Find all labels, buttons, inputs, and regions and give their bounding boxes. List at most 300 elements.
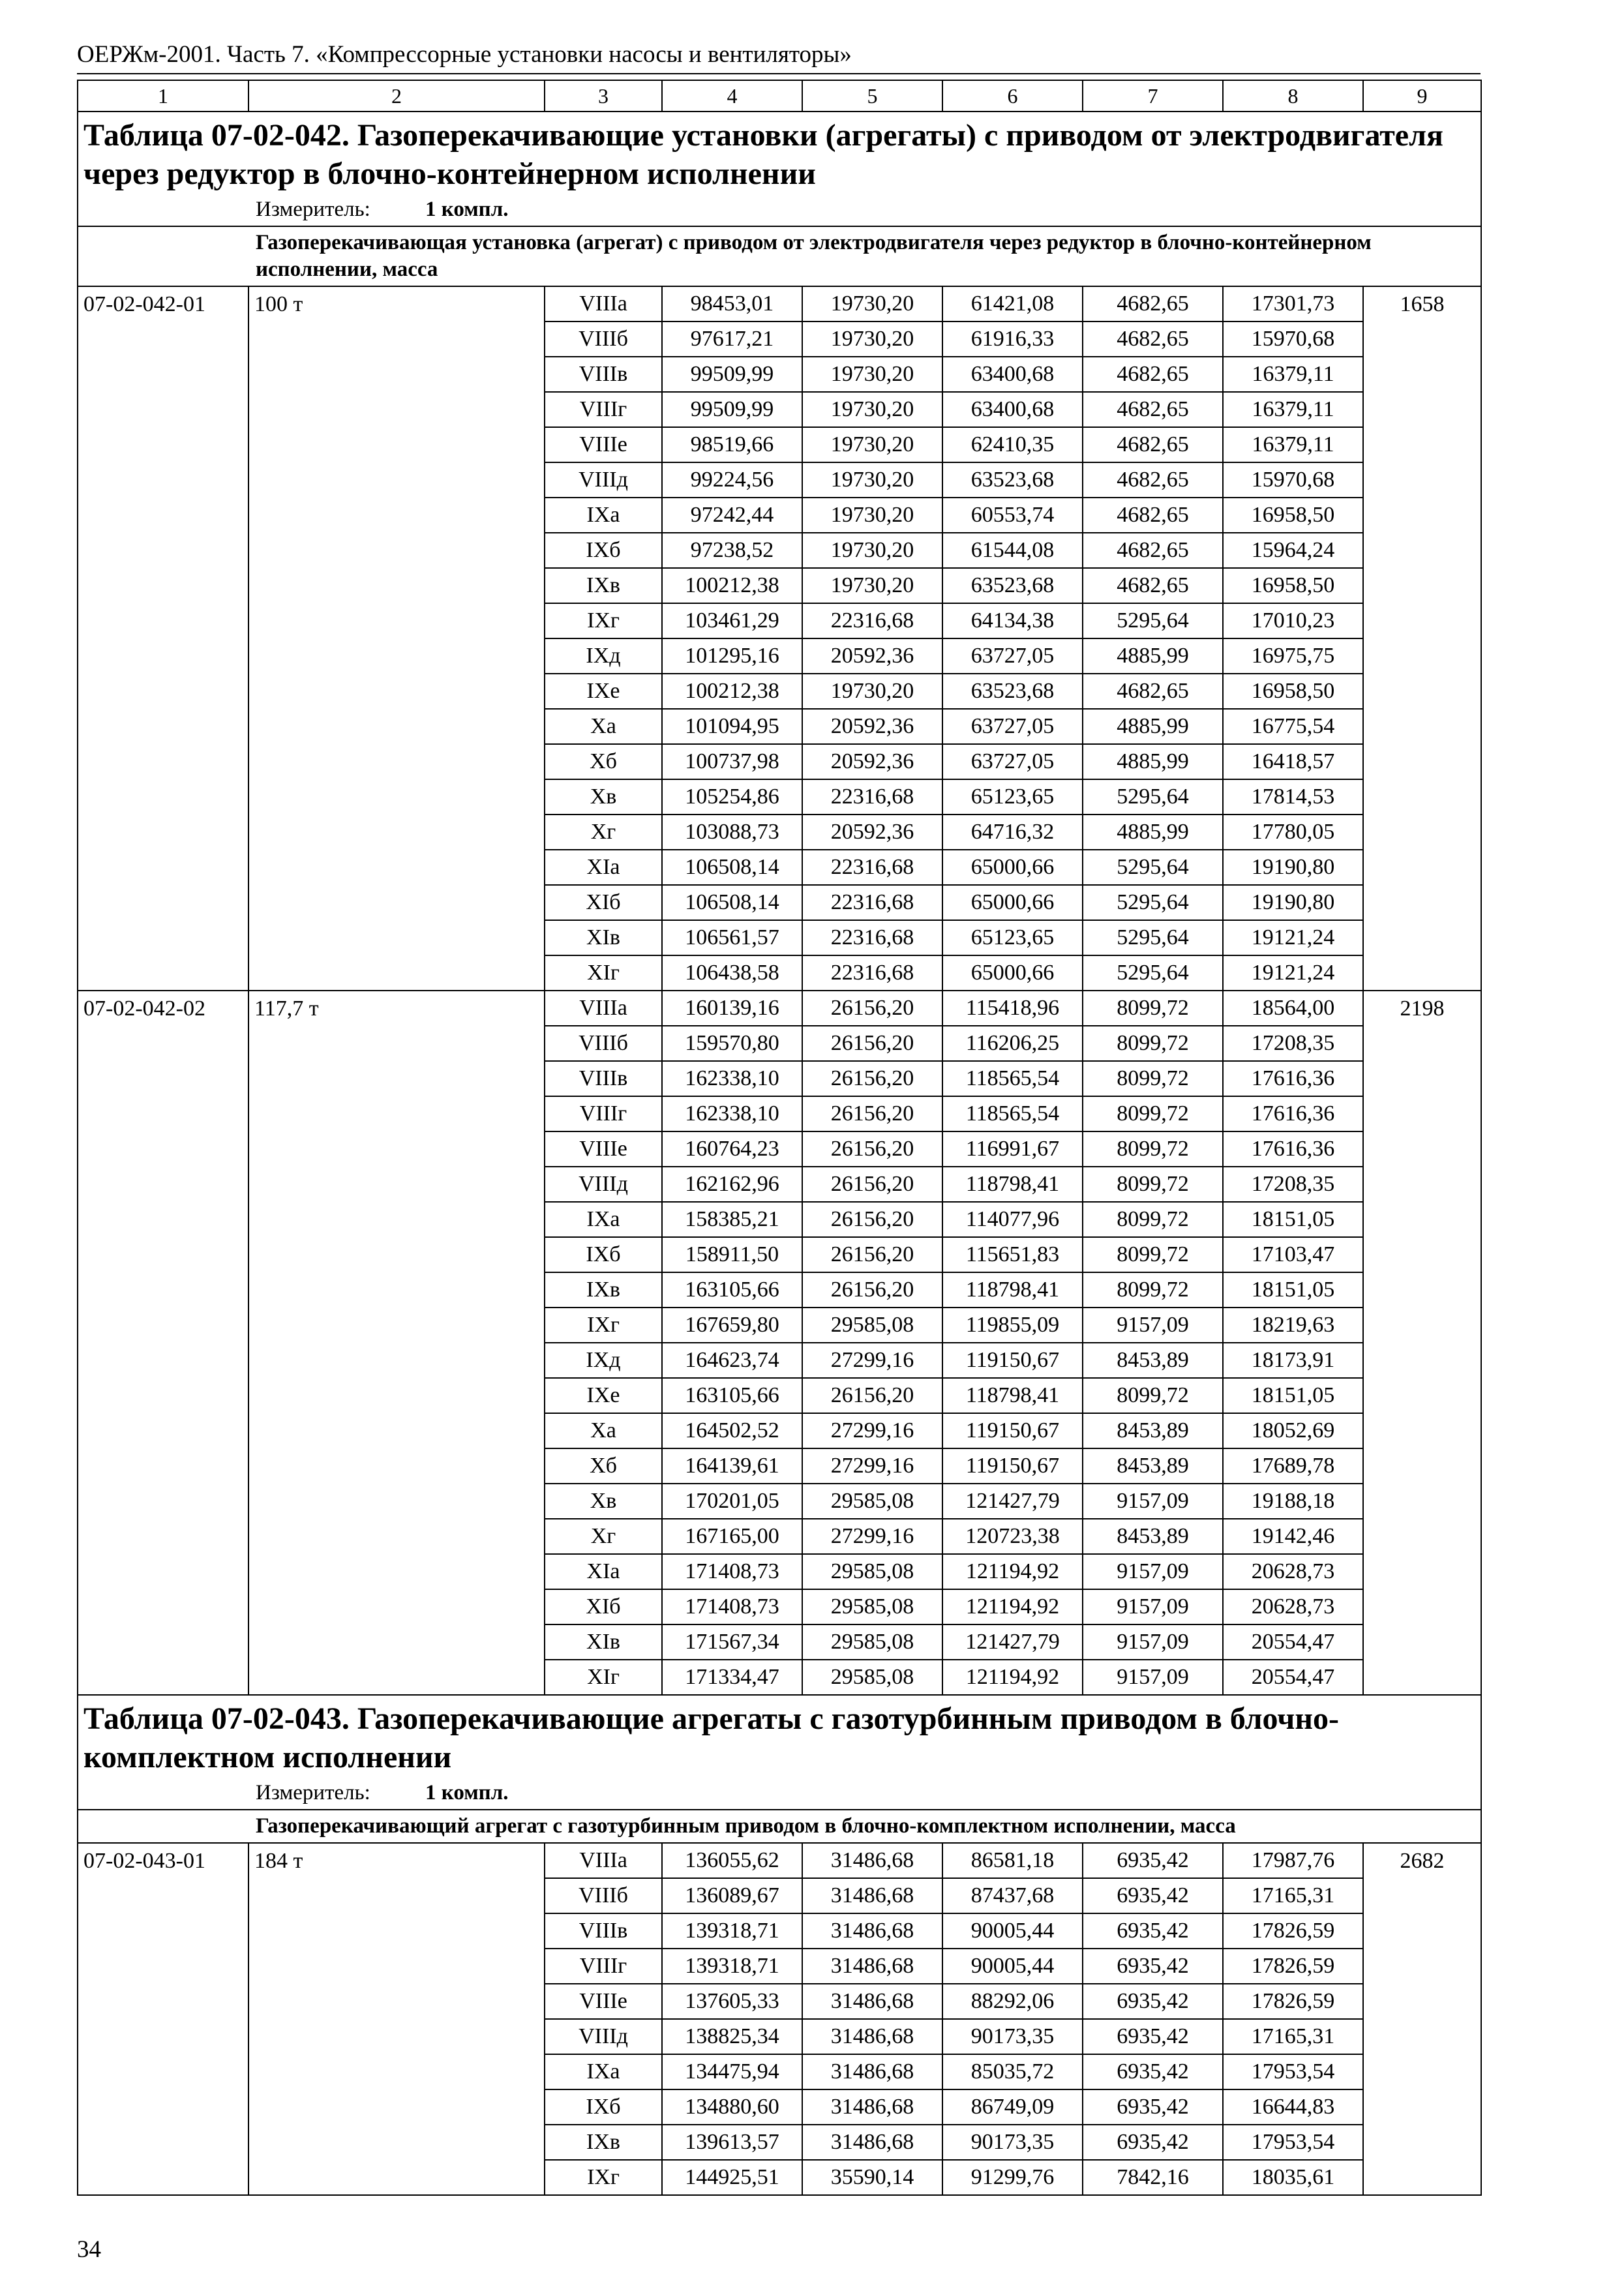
rate-code [78,392,248,427]
cost-value: 29585,08 [802,1624,942,1660]
cost-value: 27299,16 [802,1519,942,1554]
cost-value: 60553,74 [942,498,1083,533]
cost-value: 115651,83 [942,1237,1083,1272]
mass-value: 117,7 т [248,991,545,1026]
table-row [78,638,1481,674]
cost-value: 26156,20 [802,1096,942,1131]
cost-value: 65123,65 [942,920,1083,955]
resource-code [1363,815,1481,850]
cost-value: 17987,76 [1223,1843,1363,1878]
region-category: VIIIд [545,1167,662,1202]
region-category: IXв [545,1272,662,1308]
cost-value: 63727,05 [942,709,1083,744]
rate-code [78,2160,248,2195]
cost-value: 121427,79 [942,1484,1083,1519]
table-row [78,1554,1481,1589]
cost-value: 4885,99 [1083,744,1223,779]
cost-value: 171408,73 [662,1554,802,1589]
cost-value: 4682,65 [1083,674,1223,709]
mass-value [248,1484,545,1519]
cost-value: 121194,92 [942,1554,1083,1589]
cost-value: 17301,73 [1223,286,1363,322]
mass-value [248,603,545,638]
cost-value: 167659,80 [662,1308,802,1343]
resource-code [1363,1624,1481,1660]
rate-code [78,1949,248,1984]
rate-code: 07-02-042-02 [78,991,248,1026]
cost-value: 6935,42 [1083,2089,1223,2125]
cost-value: 119150,67 [942,1413,1083,1448]
cost-value: 8453,89 [1083,1519,1223,1554]
cost-value: 16958,50 [1223,498,1363,533]
rate-code [78,1378,248,1413]
table-row [78,991,1481,1026]
cost-value: 103088,73 [662,815,802,850]
cost-value: 171334,47 [662,1660,802,1695]
mass-value [248,1984,545,2019]
column-number: 4 [662,80,802,112]
cost-value: 16958,50 [1223,674,1363,709]
cost-value: 9157,09 [1083,1554,1223,1589]
table-title: Таблица 07-02-042. Газоперекачивающие установки (агрегаты) с приводом от электродвигателя через редуктор в блочно-контейнерном исполнении [78,112,1481,193]
mass-value [248,885,545,920]
region-category: Xг [545,1519,662,1554]
table-title-row [78,1695,1481,1776]
cost-value: 101094,95 [662,709,802,744]
mass-value: 184 т [248,1843,545,1878]
cost-value: 121194,92 [942,1589,1083,1624]
mass-value: 100 т [248,286,545,322]
resource-code [1363,1272,1481,1308]
region-category: VIIIв [545,357,662,392]
cost-value: 19190,80 [1223,850,1363,885]
cost-value: 16418,57 [1223,744,1363,779]
table-row [78,1660,1481,1695]
table-row [78,779,1481,815]
cost-value: 31486,68 [802,1913,942,1949]
cost-value: 31486,68 [802,2019,942,2054]
table-row [78,885,1481,920]
resource-code [1363,1167,1481,1202]
cost-value: 8453,89 [1083,1413,1223,1448]
cost-value: 90005,44 [942,1949,1083,1984]
cost-value: 17165,31 [1223,2019,1363,2054]
table-row [78,1237,1481,1272]
cost-value: 6935,42 [1083,1843,1223,1878]
cost-value: 63523,68 [942,674,1083,709]
mass-value [248,1554,545,1589]
resource-code [1363,2054,1481,2089]
cost-value: 16379,11 [1223,427,1363,462]
resource-code [1363,2160,1481,2195]
cost-value: 17616,36 [1223,1131,1363,1167]
cost-value: 26156,20 [802,1061,942,1096]
group-title: Газоперекачивающая установка (агрегат) с приводом от электродвигателя через редуктор в блочно-контейнерном исполнении, масса [78,226,1481,286]
mass-value [248,498,545,533]
table-row [78,1519,1481,1554]
cost-value: 162162,96 [662,1167,802,1202]
resource-code [1363,1131,1481,1167]
resource-code [1363,357,1481,392]
measure-row [78,193,1481,226]
rate-code [78,1554,248,1589]
cost-value: 31486,68 [802,2089,942,2125]
resource-code [1363,779,1481,815]
cost-value: 134475,94 [662,2054,802,2089]
cost-value: 17103,47 [1223,1237,1363,1272]
cost-value: 17780,05 [1223,815,1363,850]
table-row [78,2089,1481,2125]
region-category: IXб [545,1237,662,1272]
cost-value: 31486,68 [802,2125,942,2160]
cost-value: 63400,68 [942,392,1083,427]
cost-value: 26156,20 [802,1202,942,1237]
cost-value: 8099,72 [1083,1272,1223,1308]
rate-code [78,1413,248,1448]
cost-value: 18035,61 [1223,2160,1363,2195]
table-row [78,1484,1481,1519]
resource-code: 2198 [1363,991,1481,1026]
mass-value [248,779,545,815]
rate-code [78,2125,248,2160]
rate-code [78,1448,248,1484]
table-row [78,1624,1481,1660]
cost-value: 144925,51 [662,2160,802,2195]
cost-value: 20628,73 [1223,1554,1363,1589]
cost-value: 16644,83 [1223,2089,1363,2125]
cost-value: 114077,96 [942,1202,1083,1237]
cost-value: 17953,54 [1223,2054,1363,2089]
cost-value: 4682,65 [1083,568,1223,603]
cost-value: 6935,42 [1083,2054,1223,2089]
mass-value [248,1589,545,1624]
rate-code [78,2054,248,2089]
table-row [78,533,1481,568]
cost-value: 22316,68 [802,603,942,638]
resource-code [1363,709,1481,744]
cost-value: 136089,67 [662,1878,802,1913]
cost-value: 101295,16 [662,638,802,674]
cost-value: 64716,32 [942,815,1083,850]
resource-code [1363,1202,1481,1237]
resource-code [1363,850,1481,885]
cost-value: 4682,65 [1083,286,1223,322]
cost-value: 22316,68 [802,920,942,955]
region-category: VIIIе [545,427,662,462]
region-category: IXa [545,1202,662,1237]
cost-value: 5295,64 [1083,885,1223,920]
cost-value: 65000,66 [942,885,1083,920]
table-row [78,1878,1481,1913]
rate-code [78,1272,248,1308]
rate-code [78,603,248,638]
cost-value: 103461,29 [662,603,802,638]
measure-row [78,1776,1481,1810]
region-category: XIa [545,1554,662,1589]
region-category: VIIIд [545,2019,662,2054]
cost-value: 7842,16 [1083,2160,1223,2195]
cost-value: 118565,54 [942,1096,1083,1131]
region-category: XIг [545,1660,662,1695]
resource-code [1363,1308,1481,1343]
table-row [78,1448,1481,1484]
cost-value: 162338,10 [662,1061,802,1096]
cost-value: 100212,38 [662,674,802,709]
cost-value: 136055,62 [662,1843,802,1878]
cost-value: 4682,65 [1083,392,1223,427]
cost-value: 8099,72 [1083,991,1223,1026]
cost-value: 91299,76 [942,2160,1083,2195]
region-category: Xб [545,1448,662,1484]
cost-value: 121194,92 [942,1660,1083,1695]
table-row [78,1061,1481,1096]
cost-value: 20592,36 [802,638,942,674]
cost-value: 159570,80 [662,1026,802,1061]
cost-value: 17208,35 [1223,1167,1363,1202]
mass-value [248,744,545,779]
rate-code [78,1878,248,1913]
cost-value: 86749,09 [942,2089,1083,2125]
resource-code [1363,1484,1481,1519]
cost-value: 119150,67 [942,1448,1083,1484]
group-title: Газоперекачивающий агрегат с газотурбинным приводом в блочно-комплектном исполнении, масса [78,1810,1481,1843]
cost-value: 116206,25 [942,1026,1083,1061]
cost-value: 121427,79 [942,1624,1083,1660]
cost-value: 118798,41 [942,1167,1083,1202]
cost-value: 119855,09 [942,1308,1083,1343]
cost-value: 9157,09 [1083,1660,1223,1695]
mass-value [248,1913,545,1949]
resource-code [1363,427,1481,462]
cost-value: 4682,65 [1083,462,1223,498]
cost-value: 158911,50 [662,1237,802,1272]
mass-value [248,1413,545,1448]
cost-value: 65000,66 [942,850,1083,885]
resource-code [1363,885,1481,920]
cost-value: 18052,69 [1223,1413,1363,1448]
region-category: VIIIa [545,1843,662,1878]
rate-code [78,1519,248,1554]
cost-value: 26156,20 [802,1131,942,1167]
table-row [78,462,1481,498]
page-number: 34 [77,2236,101,2263]
cost-value: 4885,99 [1083,638,1223,674]
cost-value: 20592,36 [802,709,942,744]
resource-code [1363,1026,1481,1061]
rate-code: 07-02-043-01 [78,1843,248,1878]
cost-value: 35590,14 [802,2160,942,2195]
rates-table [77,80,1482,2196]
cost-value: 18564,00 [1223,991,1363,1026]
table-row [78,1378,1481,1413]
cost-value: 139318,71 [662,1949,802,1984]
region-category: IXг [545,1308,662,1343]
cost-value: 86581,18 [942,1843,1083,1878]
cost-value: 20554,47 [1223,1660,1363,1695]
cost-value: 19730,20 [802,674,942,709]
cost-value: 20554,47 [1223,1624,1363,1660]
region-category: VIIIб [545,1026,662,1061]
table-row [78,850,1481,885]
cost-value: 6935,42 [1083,1878,1223,1913]
table-row [78,674,1481,709]
measure-label: Измеритель: [256,1781,370,1804]
cost-value: 18151,05 [1223,1202,1363,1237]
cost-value: 63727,05 [942,744,1083,779]
cost-value: 163105,66 [662,1272,802,1308]
cost-value: 118798,41 [942,1378,1083,1413]
cost-value: 31486,68 [802,2054,942,2089]
region-category: IXa [545,498,662,533]
cost-value: 29585,08 [802,1554,942,1589]
cost-value: 16775,54 [1223,709,1363,744]
region-category: VIIIб [545,1878,662,1913]
mass-value [248,674,545,709]
cost-value: 6935,42 [1083,2019,1223,2054]
cost-value: 4682,65 [1083,357,1223,392]
cost-value: 61421,08 [942,286,1083,322]
document-header: ОЕРЖм-2001. Часть 7. «Компрессорные установки насосы и вентиляторы» [77,41,852,68]
region-category: IXв [545,568,662,603]
region-category: VIIIе [545,1984,662,2019]
cost-value: 137605,33 [662,1984,802,2019]
cost-value: 16958,50 [1223,568,1363,603]
cost-value: 6935,42 [1083,1913,1223,1949]
cost-value: 22316,68 [802,850,942,885]
table-row [78,392,1481,427]
mass-value [248,815,545,850]
cost-value: 17208,35 [1223,1026,1363,1061]
table-row [78,1984,1481,2019]
cost-value: 171408,73 [662,1589,802,1624]
cost-value: 19730,20 [802,427,942,462]
cost-value: 15964,24 [1223,533,1363,568]
cost-value: 8099,72 [1083,1026,1223,1061]
cost-value: 17010,23 [1223,603,1363,638]
region-category: IXд [545,638,662,674]
rate-code [78,427,248,462]
table-row [78,920,1481,955]
cost-value: 61916,33 [942,322,1083,357]
region-category: IXг [545,603,662,638]
cost-value: 5295,64 [1083,603,1223,638]
cost-value: 17826,59 [1223,1913,1363,1949]
measure-value: 1 компл. [425,198,509,221]
cost-value: 26156,20 [802,1026,942,1061]
cost-value: 22316,68 [802,955,942,991]
measure-cell [78,193,1481,226]
resource-code [1363,1096,1481,1131]
cost-value: 139318,71 [662,1913,802,1949]
cost-value: 65000,66 [942,955,1083,991]
cost-value: 17826,59 [1223,1984,1363,2019]
cost-value: 90173,35 [942,2125,1083,2160]
rate-code [78,2089,248,2125]
region-category: XIв [545,920,662,955]
cost-value: 8099,72 [1083,1061,1223,1096]
mass-value [248,1237,545,1272]
region-category: XIб [545,1589,662,1624]
cost-value: 29585,08 [802,1484,942,1519]
measure-cell [78,1776,1481,1810]
cost-value: 61544,08 [942,533,1083,568]
mass-value [248,1167,545,1202]
rate-code [78,955,248,991]
cost-value: 31486,68 [802,1984,942,2019]
cost-value: 8099,72 [1083,1096,1223,1131]
region-category: XIa [545,850,662,885]
cost-value: 118798,41 [942,1272,1083,1308]
mass-value [248,1624,545,1660]
cost-value: 164623,74 [662,1343,802,1378]
column-number: 6 [942,80,1083,112]
group-title-row [78,226,1481,286]
rate-code [78,1624,248,1660]
table-row [78,1343,1481,1378]
cost-value: 164139,61 [662,1448,802,1484]
rates-table-body [78,80,1481,2195]
cost-value: 19730,20 [802,322,942,357]
cost-value: 8099,72 [1083,1202,1223,1237]
cost-value: 64134,38 [942,603,1083,638]
table-row [78,815,1481,850]
region-category: IXв [545,2125,662,2160]
cost-value: 8099,72 [1083,1378,1223,1413]
cost-value: 19730,20 [802,286,942,322]
cost-value: 8099,72 [1083,1131,1223,1167]
column-number: 9 [1363,80,1481,112]
measure-value: 1 компл. [425,1781,509,1804]
cost-value: 26156,20 [802,1378,942,1413]
region-category: VIIIa [545,991,662,1026]
resource-code [1363,638,1481,674]
cost-value: 17826,59 [1223,1949,1363,1984]
table-row [78,1131,1481,1167]
mass-value [248,462,545,498]
table-row [78,744,1481,779]
rate-code [78,1984,248,2019]
region-category: VIIIб [545,322,662,357]
rate-code [78,357,248,392]
cost-value: 63727,05 [942,638,1083,674]
rate-code [78,1308,248,1343]
cost-value: 170201,05 [662,1484,802,1519]
cost-value: 5295,64 [1083,920,1223,955]
cost-value: 19730,20 [802,533,942,568]
cost-value: 9157,09 [1083,1589,1223,1624]
cost-value: 17165,31 [1223,1878,1363,1913]
region-category: Xa [545,709,662,744]
cost-value: 29585,08 [802,1589,942,1624]
region-category: Xa [545,1413,662,1448]
cost-value: 19730,20 [802,498,942,533]
cost-value: 22316,68 [802,779,942,815]
resource-code [1363,392,1481,427]
cost-value: 160764,23 [662,1131,802,1167]
cost-value: 97617,21 [662,322,802,357]
rate-code [78,322,248,357]
resource-code [1363,498,1481,533]
cost-value: 26156,20 [802,1167,942,1202]
cost-value: 20628,73 [1223,1589,1363,1624]
rate-code [78,1660,248,1695]
cost-value: 164502,52 [662,1413,802,1448]
region-category: IXе [545,674,662,709]
cost-value: 63523,68 [942,462,1083,498]
cost-value: 19121,24 [1223,955,1363,991]
region-category: Xв [545,779,662,815]
mass-value [248,1660,545,1695]
